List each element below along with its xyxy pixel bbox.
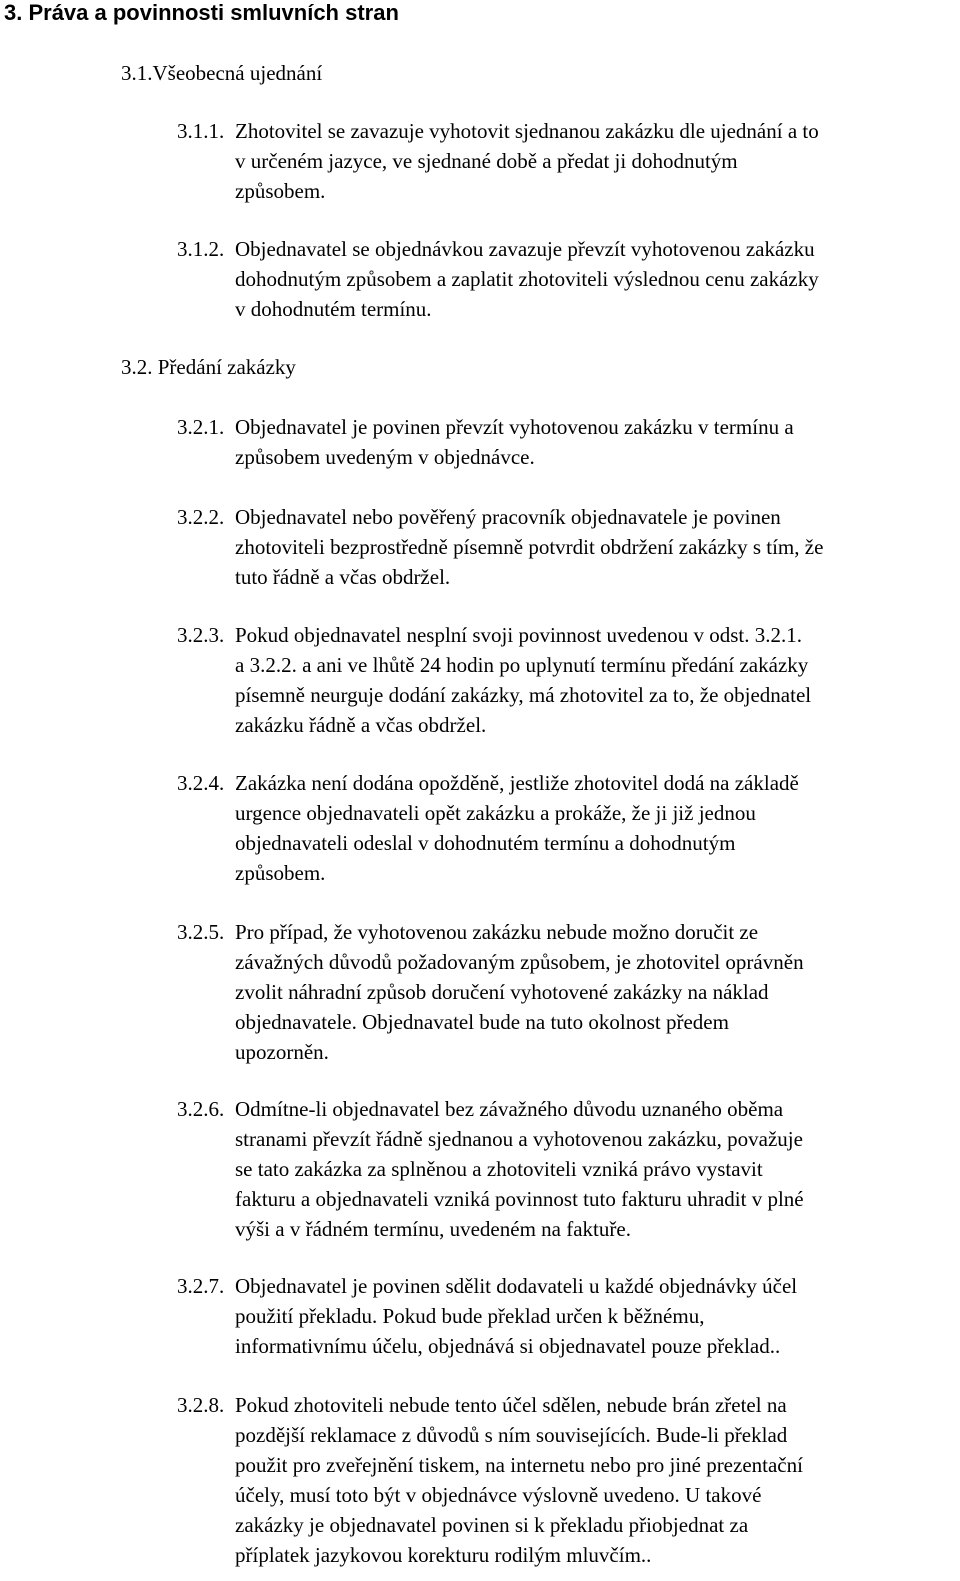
clause-text: [235, 1271, 955, 1361]
clause-line: objednavatele. Objednavatel bude na tuto okolnost předem: [235, 1010, 729, 1034]
clause-line: v určeném jazyce, ve sjednané době a předat ji dohodnutým: [235, 149, 738, 173]
clause-line: pozdější reklamace z důvodů s ním souvisejících. Bude-li překlad: [235, 1423, 788, 1447]
clause-line: Objednavatel se objednávkou zavazuje převzít vyhotovenou zakázku: [235, 237, 815, 261]
clause-line: objednavateli odeslal v dohodnutém termínu a dohodnutým: [235, 831, 736, 855]
clause-text: [235, 620, 955, 740]
clause-number: 3.2.6.: [177, 1097, 225, 1121]
clause-line: upozorněn.: [235, 1040, 329, 1064]
clause-line: Pokud objednavatel nesplní svoji povinnost uvedenou v odst. 3.2.1.: [235, 623, 802, 647]
clause-text: [235, 1094, 955, 1244]
clause-number: 3.2.2.: [177, 505, 225, 529]
clause-line: způsobem uvedeným v objednávce.: [235, 445, 535, 469]
clause-line: zhotoviteli bezprostředně písemně potvrdit obdržení zakázky s tím, že: [235, 535, 824, 559]
clause-line: příplatek jazykovou korekturu rodilým mluvčím..: [235, 1543, 652, 1567]
clause-number: 3.2.3.: [177, 623, 225, 647]
clause-line: Objednavatel je povinen sdělit dodavateli u každé objednávky účel: [235, 1274, 798, 1298]
clause-line: Zhotovitel se zavazuje vyhotovit sjednanou zakázku dle ujednání a to: [235, 119, 819, 143]
clause-line: Objednavatel nebo pověřený pracovník objednavatele je povinen: [235, 505, 781, 529]
clause-line: se tato zakázka za splněnou a zhotoviteli vzniká právo vystavit: [235, 1157, 763, 1181]
clause-line: použití překladu. Pokud bude překlad určen k běžnému,: [235, 1304, 705, 1328]
clause-line: účely, musí toto být v objednávce výslovně uvedeno. U takové: [235, 1483, 762, 1507]
clause-number: 3.2.8.: [177, 1393, 225, 1417]
clause-line: zakázku řádně a včas obdržel.: [235, 713, 487, 737]
clause-line: zakázky je objednavatel povinen si k překladu přiobjednat za: [235, 1513, 749, 1537]
clause-line: Pokud zhotoviteli nebude tento účel sdělen, nebude brán zřetel na: [235, 1393, 787, 1417]
section-title: 3.2. Předání zakázky: [121, 355, 296, 379]
clause-line: způsobem.: [235, 861, 326, 885]
clause-text: [235, 234, 955, 324]
clause-line: Odmítne-li objednavatel bez závažného důvodu uznaného oběma: [235, 1097, 784, 1121]
clause-number: 3.1.2.: [177, 237, 225, 261]
clause-text: [235, 412, 955, 472]
document-heading: 3. Práva a povinnosti smluvních stran: [4, 0, 399, 25]
clause-text: [235, 502, 955, 592]
clause-line: informativnímu účelu, objednává si objednavatel pouze překlad..: [235, 1334, 781, 1358]
clause-line: urgence objednavateli opět zakázku a prokáže, že ji již jednou: [235, 801, 756, 825]
clause-line: písemně neurguje dodání zakázky, má zhotovitel za to, že objednatel: [235, 683, 812, 707]
clause-text: [235, 116, 955, 206]
clause-line: a 3.2.2. a ani ve lhůtě 24 hodin po uplynutí termínu předání zakázky: [235, 653, 809, 677]
clause-line: Pro případ, že vyhotovenou zakázku nebude možno doručit ze: [235, 920, 759, 944]
clause-line: závažných důvodů požadovaným způsobem, je zhotovitel oprávněn: [235, 950, 804, 974]
clause-number: 3.1.1.: [177, 119, 225, 143]
clause-line: způsobem.: [235, 179, 326, 203]
clause-line: Objednavatel je povinen převzít vyhotovenou zakázku v termínu a: [235, 415, 794, 439]
clause-text: [235, 768, 955, 888]
clause-line: Zakázka není dodána opožděně, jestliže zhotovitel dodá na základě: [235, 771, 799, 795]
clause-line: výši a v řádném termínu, uvedeném na faktuře.: [235, 1217, 631, 1241]
clause-line: stranami převzít řádně sjednanou a vyhotovenou zakázku, považuje: [235, 1127, 803, 1151]
section-title: 3.1.Všeobecná ujednání: [121, 61, 323, 85]
clause-line: použit pro zveřejnění tiskem, na internetu nebo pro jiné prezentační: [235, 1453, 803, 1477]
clause-number: 3.2.4.: [177, 771, 225, 795]
clause-line: zvolit náhradní způsob doručení vyhotovené zakázky na náklad: [235, 980, 769, 1004]
clause-line: v dohodnutém termínu.: [235, 297, 432, 321]
clause-number: 3.2.1.: [177, 415, 225, 439]
clause-text: [235, 1390, 955, 1570]
clause-line: fakturu a objednavateli vzniká povinnost tuto fakturu uhradit v plné: [235, 1187, 804, 1211]
clause-line: tuto řádně a včas obdržel.: [235, 565, 451, 589]
clause-text: [235, 917, 955, 1067]
clause-line: dohodnutým způsobem a zaplatit zhotoviteli výslednou cenu zakázky: [235, 267, 819, 291]
clause-number: 3.2.5.: [177, 920, 225, 944]
clause-number: 3.2.7.: [177, 1274, 225, 1298]
